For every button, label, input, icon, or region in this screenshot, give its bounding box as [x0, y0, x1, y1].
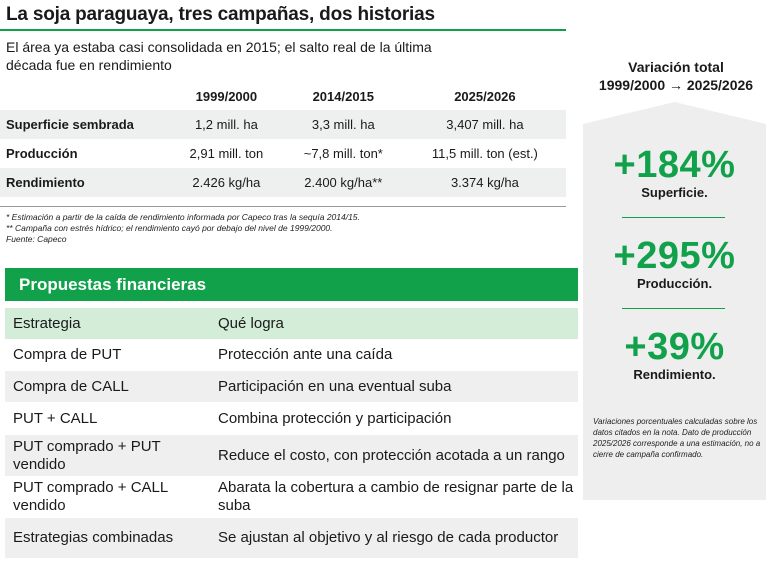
stat-value: +295% — [613, 235, 736, 277]
table-row — [0, 110, 566, 139]
campaign-table — [0, 82, 566, 197]
table-row — [0, 168, 566, 197]
table-row — [5, 371, 578, 402]
table-row — [5, 518, 578, 558]
table-cell: 3,3 mill. ha — [283, 110, 404, 139]
strategy-cell: Compra de PUT — [5, 340, 210, 370]
strategy-cell: Estrategias combinadas — [5, 518, 210, 558]
result-cell: Abarata la cobertura a cambio de resignar parte de la suba — [210, 477, 578, 517]
result-cell: Reduce el costo, con protección acotada a un rango — [210, 435, 578, 476]
stat-surface — [583, 145, 766, 201]
table-cell: 3.374 kg/ha — [404, 168, 566, 197]
header-cell: 2014/2015 — [312, 88, 375, 104]
header-cell: 1999/2000 — [195, 88, 258, 104]
strategy-cell: PUT comprado + CALL vendido — [5, 477, 210, 517]
table-cell: ~7,8 mill. ton* — [303, 146, 383, 161]
financial-section-header — [5, 268, 578, 301]
financial-table — [5, 307, 578, 559]
page-subtitle: El área ya estaba casi consolidada en 2015; el salto real de la última década fue en rendimiento — [6, 39, 432, 73]
table-divider — [0, 206, 566, 207]
result-cell: Combina protección y participación — [210, 403, 578, 434]
result-cell: Protección ante una caída — [210, 340, 578, 370]
row-label: Rendimiento — [0, 168, 170, 197]
table-row — [5, 435, 578, 476]
title-divider — [0, 29, 566, 31]
stat-divider — [622, 308, 725, 309]
row-label: Producción — [6, 146, 78, 161]
table-cell: 2.400 kg/ha** — [283, 168, 404, 197]
page-title: La soja paraguaya, tres campañas, dos historias — [6, 4, 435, 25]
result-cell: Se ajustan al objetivo y al riesgo de cada productor — [210, 518, 578, 558]
table-row — [5, 477, 578, 517]
financial-table-header — [5, 308, 578, 339]
table-row — [5, 340, 578, 370]
source-note: Fuente: Capeco — [6, 234, 67, 244]
strategy-cell: PUT + CALL — [5, 403, 210, 434]
strategy-cell: PUT comprado + PUT vendido — [5, 435, 210, 476]
campaign-table-header — [0, 82, 566, 110]
header-cell — [0, 82, 170, 110]
table-row — [0, 139, 566, 168]
sidebar-title — [582, 58, 770, 94]
stat-divider — [622, 217, 725, 218]
stat-label: Rendimiento. — [633, 367, 716, 382]
stat-value: +184% — [613, 144, 736, 186]
financial-section-title: Propuestas financieras — [19, 275, 207, 294]
sidebar-title-line: 1999/2000 → 2025/2026 — [598, 77, 754, 93]
row-label: Superficie sembrada — [0, 110, 170, 139]
table-cell: 1,2 mill. ha — [170, 110, 283, 139]
footnote: ** Campaña con estrés hídrico; el rendimiento cayó por debajo del nivel de 1999/2000. — [6, 223, 333, 233]
table-cell: 11,5 mill. ton (est.) — [431, 146, 538, 161]
footnote: * Estimación a partir de la caída de rendimiento informada por Capeco tras la sequía 2014/15. — [6, 212, 360, 222]
sidebar-title-line: Variación total — [628, 59, 724, 75]
result-cell: Participación en una eventual suba — [210, 371, 578, 402]
table-cell: 2.426 kg/ha — [170, 168, 283, 197]
stat-label: Superficie. — [641, 185, 708, 200]
table-cell: 2,91 mill. ton — [189, 146, 264, 161]
stat-yield — [583, 327, 766, 383]
sidebar-note: Variaciones porcentuales calculadas sobre los datos citados en la nota. Dato de producción 2025/2026 corresponde a una estimación, no a cierre de campaña confirmado. — [593, 417, 761, 459]
strategy-cell: Compra de CALL — [5, 371, 210, 402]
table-row — [5, 403, 578, 434]
header-cell: 2025/2026 — [454, 88, 516, 104]
stat-label: Producción. — [636, 276, 713, 291]
stat-value: +39% — [624, 326, 725, 368]
footnotes — [6, 212, 360, 245]
column-header-result: Qué logra — [210, 308, 578, 339]
column-header-strategy: Estrategia — [5, 308, 210, 339]
stat-production — [583, 236, 766, 292]
table-cell: 3,407 mill. ha — [404, 110, 566, 139]
